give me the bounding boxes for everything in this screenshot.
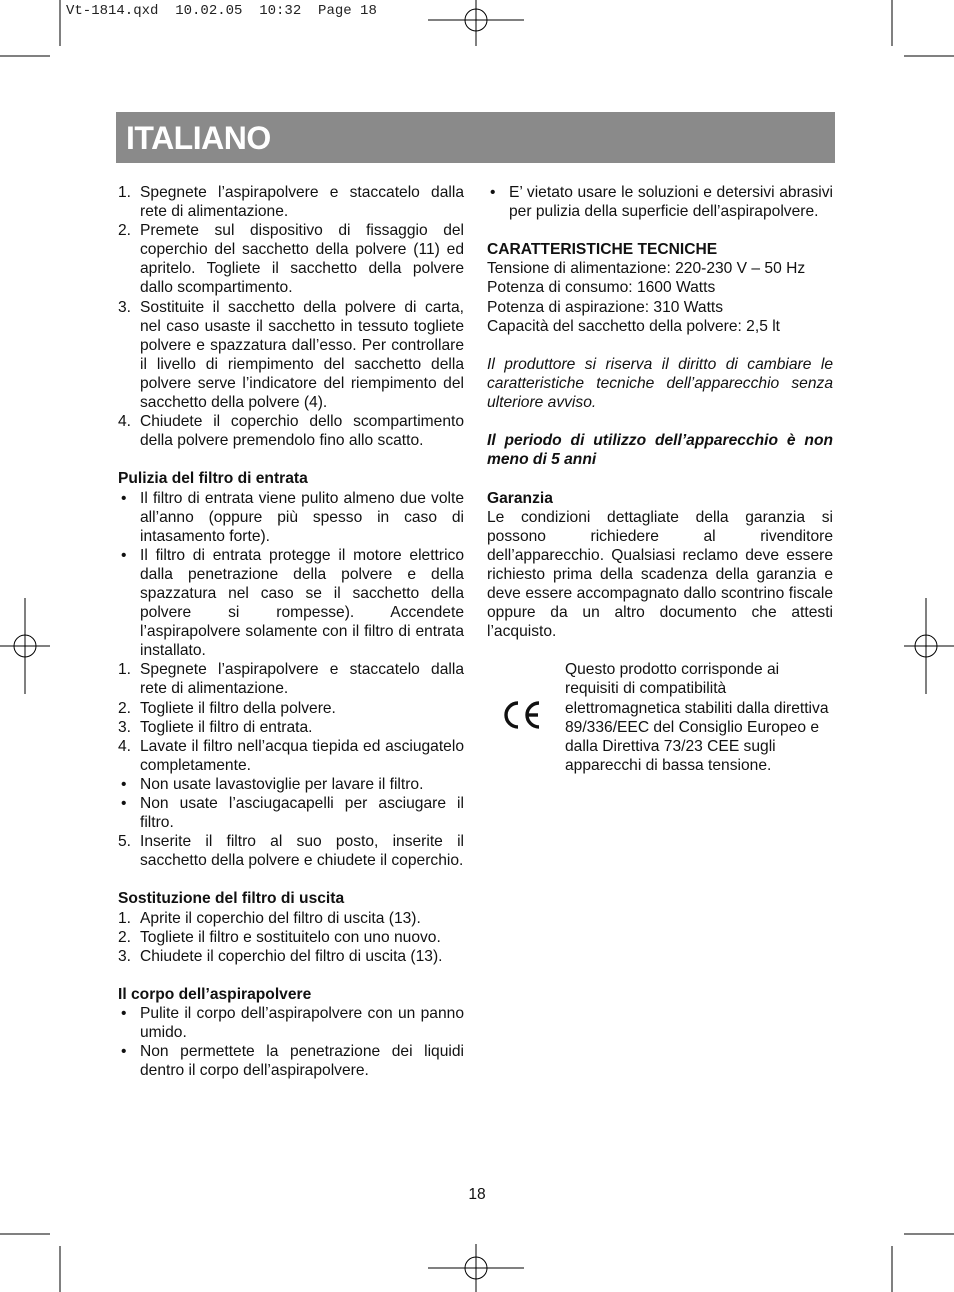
section-heading-outlet-filter: Sostituzione del filtro di uscita: [118, 890, 345, 908]
spec-line: Capacità del sacchetto della polvere: 2,5 lt: [487, 317, 780, 335]
list-item: 3. Chiudete il coperchio del filtro di uscita (13).: [118, 947, 443, 965]
list-item: • Non permettete la penetrazione dei liquidi dentro il corpo dell’aspirapolvere.: [121, 1043, 464, 1080]
list-item: 5. Inserite il filtro al suo posto, inserite il sacchetto della polvere e chiudete il coperchio.: [118, 833, 464, 870]
list-item: 1. Aprite il coperchio del filtro di uscita (13).: [118, 909, 421, 927]
list-item: 1. Spegnete l’aspirapolvere e staccatelo dalla rete di alimentazione.: [118, 661, 464, 698]
list-item: 2. Premete sul dispositivo di fissaggio del coperchio del sacchetto della polvere (11) ed apritelo. Togliete il sacchetto della polvere dallo scompartimento.: [118, 222, 464, 297]
registration-mark-bottom: [428, 1244, 524, 1292]
list-item: • Il filtro di entrata viene pulito almeno due volte all’anno (oppure più spesso in caso di intasamento forte).: [121, 489, 464, 545]
language-banner: [116, 112, 835, 163]
left-column: [118, 183, 464, 1080]
file-slug: Vt-1814.qxd 10.02.05 10:32 Page 18: [66, 3, 377, 19]
list-item: • Non usate lavastoviglie per lavare il filtro.: [121, 775, 424, 793]
registration-mark-left: [0, 598, 50, 694]
page-number: 18: [468, 1186, 486, 1203]
list-item: 2. Togliete il filtro della polvere.: [118, 699, 336, 717]
list-item: 3. Togliete il filtro di entrata.: [118, 718, 313, 736]
warranty-heading: Garanzia: [487, 489, 553, 507]
spec-line: Potenza di aspirazione: 310 Watts: [487, 298, 724, 316]
registration-mark-top: [428, 0, 524, 46]
change-notice: Il produttore si riserva il diritto di cambiare le caratteristiche tecniche dell’apparecchio senza ulteriore avviso.: [487, 355, 833, 412]
warranty-text: Le condizioni dettagliate della garanzia si possono richiedere al rivenditore dell’apparecchio. Qualsiasi reclamo deve essere richiesto prima della scadenza della garanzia e deve essere accompagnato dallo scontrino fiscale oppure da un altro documento che attesti l’acquisto.: [487, 508, 833, 641]
list-item: 4. Chiudete il coperchio dello scompartimento della polvere premendolo fino allo scatto.: [118, 413, 464, 450]
right-column: [487, 183, 833, 775]
spec-line: Tensione di alimentazione: 220-230 V – 50 Hz: [487, 260, 806, 278]
ce-mark-icon: [499, 698, 543, 732]
section-heading-body: Il corpo dell’aspirapolvere: [118, 985, 312, 1003]
banner-title: ITALIANO: [126, 120, 271, 156]
registration-mark-right: [904, 598, 954, 694]
ce-text: Questo prodotto corrisponde ai requisiti di compatibilità elettromagnetica stabiliti dalla direttiva 89/336/EEC del Consiglio Europeo e dalla Direttiva 73/23 CEE sugli apparecchi di bassa tensione.: [565, 661, 829, 774]
lifetime-note: Il periodo di utilizzo dell’apparecchio è non meno di 5 anni: [487, 432, 833, 469]
list-item: • Pulite il corpo dell’aspirapolvere con un panno umido.: [121, 1005, 464, 1042]
specs-heading: CARATTERISTICHE TECNICHE: [487, 241, 718, 259]
section-heading-inlet-filter: Pulizia del filtro di entrata: [118, 470, 308, 488]
list-item: 3. Sostituite il sacchetto della polvere di carta, nel caso usaste il sacchetto in tessuto togliete polvere e spazzatura dall’esso. Per controllare il livello di riempimento del sacchetto della polvere serve l’indicatore del riempimento del sacchetto della polvere (4).: [118, 298, 464, 412]
list-item: 2. Togliete il filtro e sostituitelo con uno nuovo.: [118, 928, 441, 946]
list-item: 4. Lavate il filtro nell’acqua tiepida ed asciugatelo completamente.: [118, 737, 464, 774]
ce-compliance: [487, 660, 833, 775]
list-item: 1. Spegnete l’aspirapolvere e staccatelo dalla rete di alimentazione.: [118, 184, 464, 221]
list-item: • Non usate l’asciugacapelli per asciugare il filtro.: [121, 795, 464, 832]
list-item: • E’ vietato usare le soluzioni e detersivi abrasivi per pulizia della superficie dell’aspirapolvere.: [490, 184, 833, 221]
list-item: • Il filtro di entrata protegge il motore elettrico dalla penetrazione della polvere e della spazzatura nel caso se il sacchetto della polvere si rompesse). Accendete l’aspirapolvere solamente con il filtro di entrata installato.: [121, 546, 464, 660]
spec-line: Potenza di consumo: 1600 Watts: [487, 279, 716, 297]
